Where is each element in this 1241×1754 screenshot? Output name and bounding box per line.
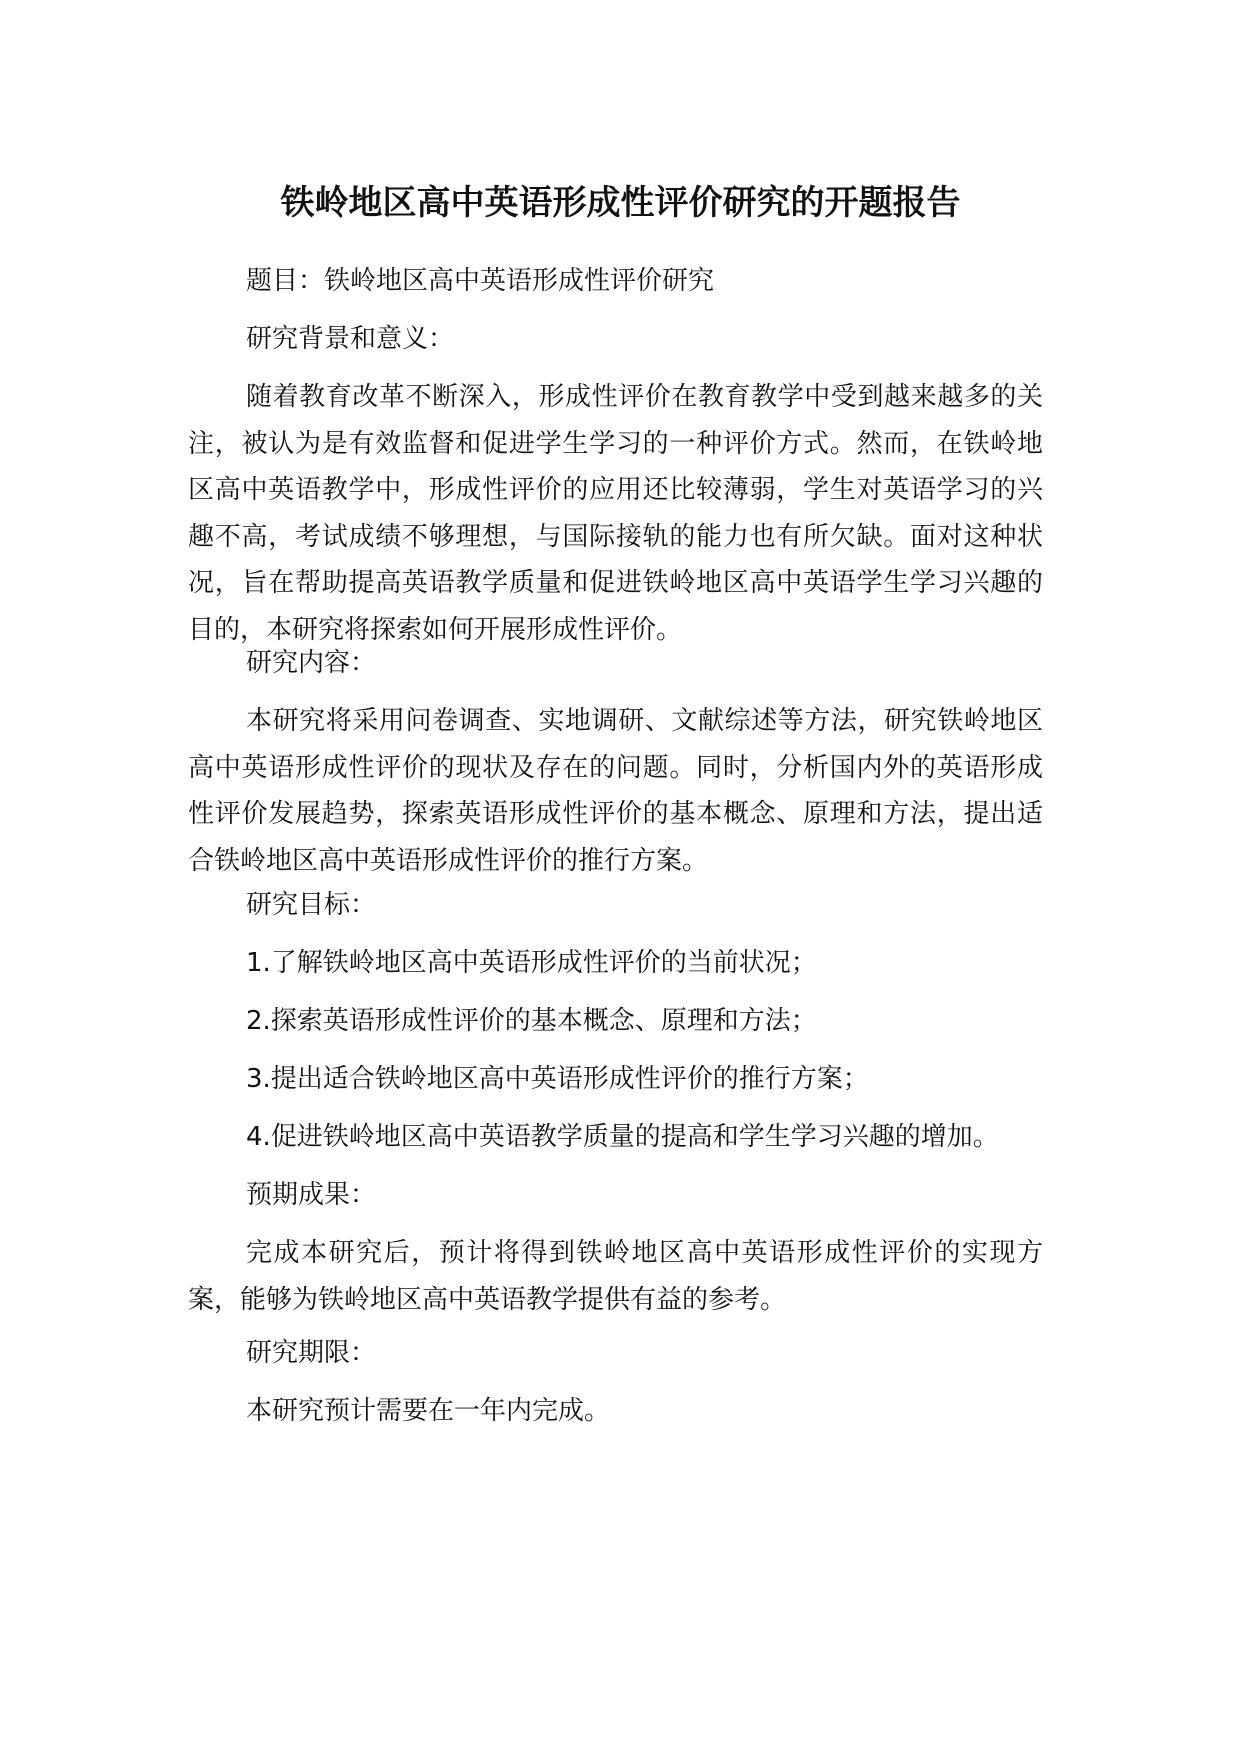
section-heading-background: 研究背景和意义： bbox=[246, 324, 455, 354]
section-heading-objectives: 研究目标： bbox=[246, 890, 377, 920]
document-title: 铁岭地区高中英语形成性评价研究的开题报告 bbox=[280, 183, 961, 223]
objective-item: 4.促进铁岭地区高中英语教学质量的提高和学生学习兴趣的增加。 bbox=[246, 1122, 999, 1152]
objective-item: 2.探索英语形成性评价的基本概念、原理和方法； bbox=[246, 1006, 817, 1036]
section-heading-timeline: 研究期限： bbox=[246, 1338, 377, 1368]
content-paragraph: 本研究将采用问卷调查、实地调研、文献综述等方法，研究铁岭地区高中英语形成性评价的现状及存在的问题。同时，分析国内外的英语形成性评价发展趋势，探索英语形成性评价的基本概念、原理和方法，提出适合铁岭地区高中英语形成性评价的推行方案。 bbox=[188, 706, 1043, 876]
objective-item: 3.提出适合铁岭地区高中英语形成性评价的推行方案； bbox=[246, 1064, 869, 1094]
objective-item: 1.了解铁岭地区高中英语形成性评价的当前状况； bbox=[246, 948, 817, 978]
outcomes-paragraph: 完成本研究后，预计将得到铁岭地区高中英语形成性评价的实现方案，能够为铁岭地区高中英语教学提供有益的参考。 bbox=[188, 1238, 1043, 1315]
timeline-paragraph: 本研究预计需要在一年内完成。 bbox=[246, 1396, 611, 1426]
section-heading-outcomes: 预期成果： bbox=[246, 1180, 377, 1210]
topic-line: 题目：铁岭地区高中英语形成性评价研究 bbox=[246, 266, 715, 296]
background-paragraph: 随着教育改革不断深入，形成性评价在教育教学中受到越来越多的关注，被认为是有效监督和促进学生学习的一种评价方式。然而，在铁岭地区高中英语教学中，形成性评价的应用还比较薄弱，学生对英语学习的兴趣不高，考试成绩不够理想，与国际接轨的能力也有所欠缺。面对这种状况，旨在帮助提高英语教学质量和促进铁岭地区高中英语学生学习兴趣的目的，本研究将探索如何开展形成性评价。 bbox=[188, 382, 1043, 645]
section-heading-content: 研究内容： bbox=[246, 648, 377, 678]
